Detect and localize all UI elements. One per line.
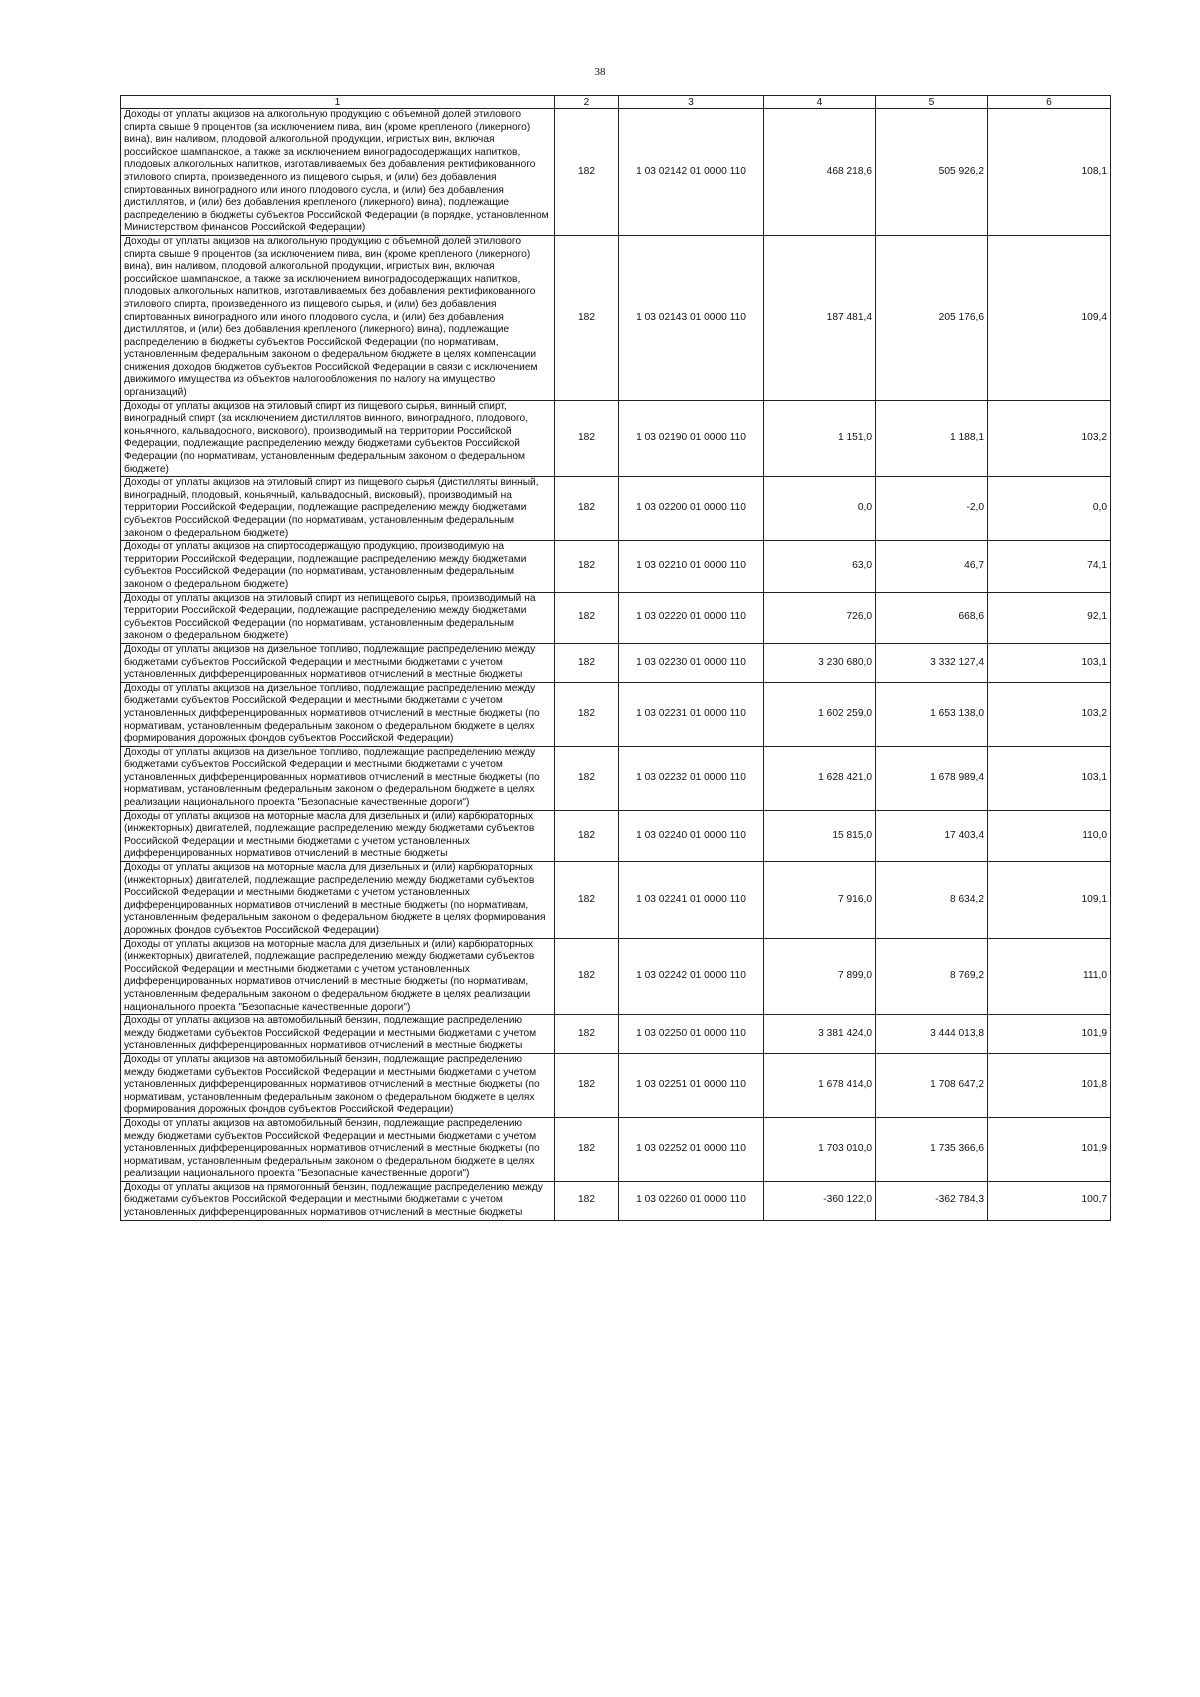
row-budget-code: 1 03 02200 01 0000 110 bbox=[619, 477, 764, 541]
row-execution-percent: 100,7 bbox=[988, 1181, 1111, 1220]
table-row bbox=[121, 1117, 1111, 1181]
table-row bbox=[121, 400, 1111, 477]
row-description: Доходы от уплаты акцизов на моторные масла для дизельных и (или) карбюраторных (инжекторных) двигателей, подлежащие распределению между бюджетами субъектов Российской Федерации и местными бюджетами с учетом установленных дифференцированных нормативов отчислений в местные бюджеты (по нормативам, установленным федеральным законом о федеральном бюджете в целях реализации национального проекта "Безопасные качественные дороги") bbox=[121, 938, 555, 1015]
table-row bbox=[121, 938, 1111, 1015]
row-actual-amount: 17 403,4 bbox=[876, 810, 988, 861]
row-actual-amount: -362 784,3 bbox=[876, 1181, 988, 1220]
row-execution-percent: 103,2 bbox=[988, 682, 1111, 746]
row-admin-code: 182 bbox=[555, 643, 619, 682]
row-description: Доходы от уплаты акцизов на этиловый спирт из пищевого сырья (дистилляты винный, виноградный, плодовый, коньячный, кальвадосный, висковый), производимый на территории Российской Федерации, подлежащие распределению между бюджетами субъектов Российской Федерации (по нормативам, установленным федеральным законом о федеральном бюджете) bbox=[121, 477, 555, 541]
row-admin-code: 182 bbox=[555, 746, 619, 810]
row-admin-code: 182 bbox=[555, 938, 619, 1015]
row-description: Доходы от уплаты акцизов на моторные масла для дизельных и (или) карбюраторных (инжекторных) двигателей, подлежащие распределению между бюджетами субъектов Российской Федерации и местными бюджетами с учетом установленных дифференцированных нормативов отчислений в местные бюджеты bbox=[121, 810, 555, 861]
row-actual-amount: 3 332 127,4 bbox=[876, 643, 988, 682]
row-plan-amount: 1 678 414,0 bbox=[764, 1053, 876, 1117]
row-description: Доходы от уплаты акцизов на этиловый спирт из непищевого сырья, производимый на территории Российской Федерации, подлежащие распределению между бюджетами субъектов Российской Федерации (по нормативам, установленным федеральным законом о федеральном бюджете) bbox=[121, 592, 555, 643]
row-budget-code: 1 03 02220 01 0000 110 bbox=[619, 592, 764, 643]
row-description: Доходы от уплаты акцизов на автомобильный бензин, подлежащие распределению между бюджетами субъектов Российской Федерации и местными бюджетами с учетом установленных дифференцированных нормативов отчислений в местные бюджеты (по нормативам, установленным федеральным законом о федеральном бюджете в целях реализации национального проекта "Безопасные качественные дороги") bbox=[121, 1117, 555, 1181]
row-admin-code: 182 bbox=[555, 400, 619, 477]
row-plan-amount: 3 230 680,0 bbox=[764, 643, 876, 682]
row-execution-percent: 109,1 bbox=[988, 862, 1111, 939]
row-budget-code: 1 03 02250 01 0000 110 bbox=[619, 1015, 764, 1054]
row-execution-percent: 92,1 bbox=[988, 592, 1111, 643]
row-actual-amount: 1 678 989,4 bbox=[876, 746, 988, 810]
table-row bbox=[121, 109, 1111, 236]
row-description: Доходы от уплаты акцизов на алкогольную продукцию с объемной долей этилового спирта свыше 9 процентов (за исключением пива, вин (кроме крепленого (ликерного) вина), вин наливом, плодовой алкогольной продукции, игристых вин, включая российское шампанское, а также за исключением виноградосодержащих напитков, плодовых алкогольных напитков, изготавливаемых без добавления ректификованного этилового спирта, произведенного из пищевого сырья, и (или) без добавления спиртованных виноградного или иного плодового сусла, и (или) без добавления дистиллятов, и (или) без добавления крепленого (ликерного) вина), подлежащие распределению в бюджеты субъектов Российской Федерации (в порядке, установленном Министерством финансов Российской Федерации) bbox=[121, 109, 555, 236]
row-admin-code: 182 bbox=[555, 109, 619, 236]
row-budget-code: 1 03 02252 01 0000 110 bbox=[619, 1117, 764, 1181]
row-actual-amount: 1 653 138,0 bbox=[876, 682, 988, 746]
row-budget-code: 1 03 02260 01 0000 110 bbox=[619, 1181, 764, 1220]
row-admin-code: 182 bbox=[555, 1117, 619, 1181]
row-admin-code: 182 bbox=[555, 1015, 619, 1054]
table-row bbox=[121, 682, 1111, 746]
row-budget-code: 1 03 02251 01 0000 110 bbox=[619, 1053, 764, 1117]
column-header-4: 4 bbox=[764, 96, 876, 109]
row-plan-amount: 7 916,0 bbox=[764, 862, 876, 939]
row-admin-code: 182 bbox=[555, 862, 619, 939]
row-description: Доходы от уплаты акцизов на спиртосодержащую продукцию, производимую на территории Российской Федерации, подлежащие распределению между бюджетами субъектов Российской Федерации (по нормативам, установленным федеральным законом о федеральном бюджете) bbox=[121, 541, 555, 592]
table-body bbox=[121, 109, 1111, 1221]
page-number: 38 bbox=[594, 66, 606, 78]
row-budget-code: 1 03 02241 01 0000 110 bbox=[619, 862, 764, 939]
row-plan-amount: 0,0 bbox=[764, 477, 876, 541]
row-plan-amount: 3 381 424,0 bbox=[764, 1015, 876, 1054]
row-admin-code: 182 bbox=[555, 682, 619, 746]
row-admin-code: 182 bbox=[555, 1181, 619, 1220]
row-description: Доходы от уплаты акцизов на этиловый спирт из пищевого сырья, винный спирт, виноградный спирт (за исключением дистиллятов винного, виноградного, плодового, коньячного, кальвадосного, вискового), производимый на территории Российской Федерации, подлежащие распределению между бюджетами субъектов Российской Федерации (по нормативам, установленным федеральным законом о федеральном бюджете) bbox=[121, 400, 555, 477]
row-budget-code: 1 03 02190 01 0000 110 bbox=[619, 400, 764, 477]
column-header-5: 5 bbox=[876, 96, 988, 109]
column-header-2: 2 bbox=[555, 96, 619, 109]
column-header-3: 3 bbox=[619, 96, 764, 109]
row-execution-percent: 101,9 bbox=[988, 1117, 1111, 1181]
table-row bbox=[121, 541, 1111, 592]
row-plan-amount: 187 481,4 bbox=[764, 235, 876, 400]
column-header-6: 6 bbox=[988, 96, 1111, 109]
table-header-row bbox=[121, 96, 1111, 109]
table-row bbox=[121, 643, 1111, 682]
row-actual-amount: 205 176,6 bbox=[876, 235, 988, 400]
row-execution-percent: 101,9 bbox=[988, 1015, 1111, 1054]
row-admin-code: 182 bbox=[555, 592, 619, 643]
row-actual-amount: 1 708 647,2 bbox=[876, 1053, 988, 1117]
row-plan-amount: 15 815,0 bbox=[764, 810, 876, 861]
row-execution-percent: 0,0 bbox=[988, 477, 1111, 541]
row-description: Доходы от уплаты акцизов на дизельное топливо, подлежащие распределению между бюджетами субъектов Российской Федерации и местными бюджетами с учетом установленных дифференцированных нормативов отчислений в местные бюджеты (по нормативам, установленным федеральным законом о федеральном бюджете в целях формирования дорожных фондов субъектов Российской Федерации) bbox=[121, 682, 555, 746]
table-row bbox=[121, 746, 1111, 810]
row-actual-amount: 8 769,2 bbox=[876, 938, 988, 1015]
row-budget-code: 1 03 02231 01 0000 110 bbox=[619, 682, 764, 746]
row-plan-amount: 468 218,6 bbox=[764, 109, 876, 236]
column-header-1: 1 bbox=[121, 96, 555, 109]
row-plan-amount: 1 151,0 bbox=[764, 400, 876, 477]
row-description: Доходы от уплаты акцизов на автомобильный бензин, подлежащие распределению между бюджетами субъектов Российской Федерации и местными бюджетами с учетом установленных дифференцированных нормативов отчислений в местные бюджеты (по нормативам, установленным федеральным законом о федеральном бюджете в целях формирования дорожных фондов субъектов Российской Федерации) bbox=[121, 1053, 555, 1117]
table-row bbox=[121, 1053, 1111, 1117]
table-row bbox=[121, 477, 1111, 541]
row-execution-percent: 103,2 bbox=[988, 400, 1111, 477]
row-execution-percent: 103,1 bbox=[988, 746, 1111, 810]
row-actual-amount: 505 926,2 bbox=[876, 109, 988, 236]
row-execution-percent: 103,1 bbox=[988, 643, 1111, 682]
row-admin-code: 182 bbox=[555, 1053, 619, 1117]
row-execution-percent: 108,1 bbox=[988, 109, 1111, 236]
row-description: Доходы от уплаты акцизов на моторные масла для дизельных и (или) карбюраторных (инжекторных) двигателей, подлежащие распределению между бюджетами субъектов Российской Федерации и местными бюджетами с учетом установленных дифференцированных нормативов отчислений в местные бюджеты (по нормативам, установленным федеральным законом о федеральном бюджете в целях формирования дорожных фондов субъектов Российской Федерации) bbox=[121, 862, 555, 939]
revenue-table bbox=[120, 95, 1111, 1221]
table-row bbox=[121, 1015, 1111, 1054]
row-plan-amount: -360 122,0 bbox=[764, 1181, 876, 1220]
table-row bbox=[121, 235, 1111, 400]
row-plan-amount: 63,0 bbox=[764, 541, 876, 592]
row-budget-code: 1 03 02230 01 0000 110 bbox=[619, 643, 764, 682]
row-actual-amount: 1 188,1 bbox=[876, 400, 988, 477]
row-plan-amount: 726,0 bbox=[764, 592, 876, 643]
row-execution-percent: 109,4 bbox=[988, 235, 1111, 400]
row-description: Доходы от уплаты акцизов на алкогольную продукцию с объемной долей этилового спирта свыше 9 процентов (за исключением пива, вин (кроме крепленого (ликерного) вина), вин наливом, плодовой алкогольной продукции, игристых вин, включая российское шампанское, а также за исключением виноградосодержащих напитков, плодовых алкогольных напитков, изготавливаемых без добавления ректификованного этилового спирта, произведенного из пищевого сырья, и (или) без добавления спиртованных виноградного или иного плодового сусла, и (или) без добавления дистиллятов, и (или) без добавления крепленого (ликерного) вина), подлежащие распределению в бюджеты субъектов Российской Федерации (по нормативам, установленным федеральным законом о федеральном бюджете в целях компенсации снижения доходов бюджетов субъектов Российской Федерации в связи с исключением движимого имущества из объектов налогообложения по налогу на имущество организаций) bbox=[121, 235, 555, 400]
table-row bbox=[121, 862, 1111, 939]
row-execution-percent: 111,0 bbox=[988, 938, 1111, 1015]
row-budget-code: 1 03 02210 01 0000 110 bbox=[619, 541, 764, 592]
row-budget-code: 1 03 02242 01 0000 110 bbox=[619, 938, 764, 1015]
row-plan-amount: 1 628 421,0 bbox=[764, 746, 876, 810]
row-actual-amount: 668,6 bbox=[876, 592, 988, 643]
row-plan-amount: 1 602 259,0 bbox=[764, 682, 876, 746]
table-row bbox=[121, 1181, 1111, 1220]
row-actual-amount: 1 735 366,6 bbox=[876, 1117, 988, 1181]
row-admin-code: 182 bbox=[555, 477, 619, 541]
row-plan-amount: 7 899,0 bbox=[764, 938, 876, 1015]
row-description: Доходы от уплаты акцизов на прямогонный бензин, подлежащие распределению между бюджетами субъектов Российской Федерации и местными бюджетами с учетом установленных дифференцированных нормативов отчислений в местные бюджеты bbox=[121, 1181, 555, 1220]
row-description: Доходы от уплаты акцизов на автомобильный бензин, подлежащие распределению между бюджетами субъектов Российской Федерации и местными бюджетами с учетом установленных дифференцированных нормативов отчислений в местные бюджеты bbox=[121, 1015, 555, 1054]
row-admin-code: 182 bbox=[555, 235, 619, 400]
table-row bbox=[121, 592, 1111, 643]
row-execution-percent: 74,1 bbox=[988, 541, 1111, 592]
row-budget-code: 1 03 02240 01 0000 110 bbox=[619, 810, 764, 861]
row-admin-code: 182 bbox=[555, 541, 619, 592]
row-admin-code: 182 bbox=[555, 810, 619, 861]
row-description: Доходы от уплаты акцизов на дизельное топливо, подлежащие распределению между бюджетами субъектов Российской Федерации и местными бюджетами с учетом установленных дифференцированных нормативов отчислений в местные бюджеты bbox=[121, 643, 555, 682]
row-actual-amount: 3 444 013,8 bbox=[876, 1015, 988, 1054]
row-execution-percent: 101,8 bbox=[988, 1053, 1111, 1117]
row-description: Доходы от уплаты акцизов на дизельное топливо, подлежащие распределению между бюджетами субъектов Российской Федерации и местными бюджетами с учетом установленных дифференцированных нормативов отчислений в местные бюджеты (по нормативам, установленным федеральным законом о федеральном бюджете в целях реализации национального проекта "Безопасные качественные дороги") bbox=[121, 746, 555, 810]
row-budget-code: 1 03 02142 01 0000 110 bbox=[619, 109, 764, 236]
row-execution-percent: 110,0 bbox=[988, 810, 1111, 861]
table-row bbox=[121, 810, 1111, 861]
row-budget-code: 1 03 02232 01 0000 110 bbox=[619, 746, 764, 810]
row-budget-code: 1 03 02143 01 0000 110 bbox=[619, 235, 764, 400]
row-actual-amount: 46,7 bbox=[876, 541, 988, 592]
row-plan-amount: 1 703 010,0 bbox=[764, 1117, 876, 1181]
row-actual-amount: -2,0 bbox=[876, 477, 988, 541]
row-actual-amount: 8 634,2 bbox=[876, 862, 988, 939]
